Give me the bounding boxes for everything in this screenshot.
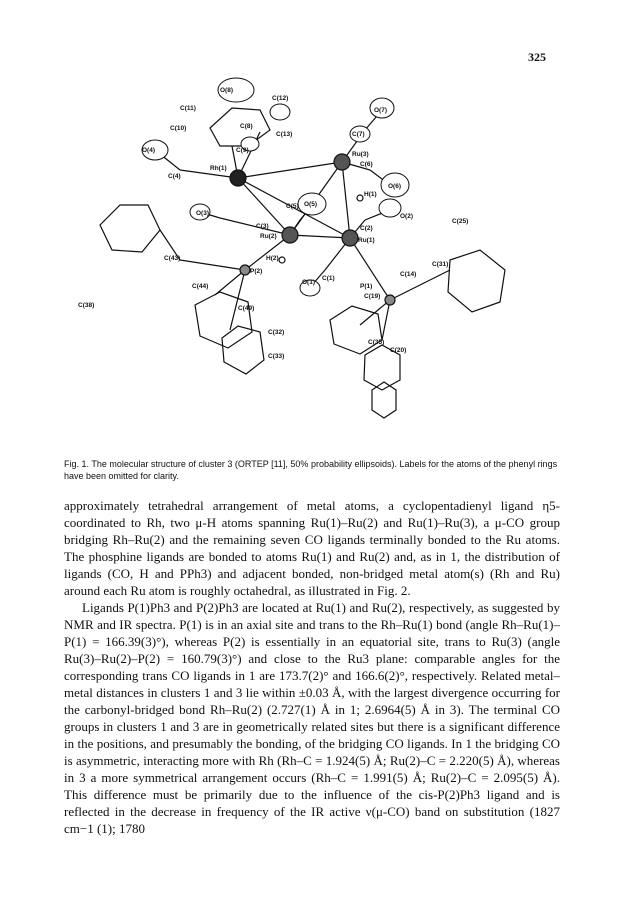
atom-label: C(10) (170, 125, 187, 132)
atom-label: O(5) (304, 201, 317, 208)
figure-caption: Fig. 1. The molecular structure of cluster 3 (ORTEP [11], 50% probability ellipsoids). Labels for the atoms of the phenyl rings have been omitted for clarity. (64, 459, 558, 481)
atom-label: C(3) (256, 223, 269, 230)
atom-label: C(20) (390, 347, 407, 354)
atom-label: C(25) (452, 218, 469, 225)
atom-label: C(5) (286, 203, 299, 210)
ortep-diagram (60, 70, 560, 450)
atom-label: P(2) (250, 268, 263, 275)
atom-label: O(4) (142, 147, 155, 154)
atom-label: C(11) (180, 105, 196, 112)
atom-label: C(31) (432, 261, 449, 268)
atom-label: Ru(2) (260, 233, 277, 240)
atom-label: O(1) (302, 279, 315, 286)
atom-label: C(14) (400, 271, 417, 278)
body-text (64, 497, 560, 837)
atom-label: C(9) (236, 147, 249, 154)
molecular-structure-figure (60, 70, 560, 450)
atom-label: O(7) (374, 107, 387, 114)
paragraph: Ligands P(1)Ph3 and P(2)Ph3 are located at Ru(1) and Ru(2), respectively, as suggested by NMR and IR spectra. P(1) is in an axial site and trans to the Rh–Ru(1) bond (angle Rh–Ru(1)–P(1) = 166.39(3)°), whereas P(2) is essentially in an equatorial site, trans to Ru(3) (angle Ru(3)–Ru(2)–P(2) = 160.79(3)°) and close to the Ru3 plane: comparable angles for the corresponding trans CO ligands in 1 are 173.7(2)° and 166.6(2)°, respectively. Related metal–metal distances in clusters 1 and 3 lie within ±0.03 Å, with the largest divergence occurring for the carbonyl-bridged bond Rh–Ru(2) (2.727(1) Å in 1; 2.6964(5) Å in 3). The terminal CO groups in clusters 1 and 3 are in geometrically related sites but there is a significant difference in the positions, and presumably the bonding, of the bridging CO ligands. In 1 the bridging CO is asymmetric, interacting more with Rh (Rh–C = 1.924(5) Å; Ru(2)–C = 2.220(5) Å), whereas in 3 a more symmetrical arrangement occurs (Rh–C = 1.991(5) Å; Ru(2)–C = 2.095(5) Å). This difference must be primarily due to the influence of the cis-P(2)Ph3 ligand and is reflected in the decrease in frequency of the IR active ν(μ-CO) band on substitution (1827 cm−1 (1); 1780 (64, 600, 560, 836)
atom-label: C(4) (168, 173, 181, 180)
atom-label: Ru(3) (352, 151, 369, 158)
page-number: 325 (528, 50, 546, 64)
atom-label: C(13) (276, 131, 293, 138)
atom-label: C(32) (268, 329, 285, 336)
atom-label: C(7) (352, 131, 365, 138)
atom-label: C(1) (322, 275, 335, 282)
atom-label: C(43) (164, 255, 181, 262)
atom-label: C(49) (238, 305, 255, 312)
paragraph: approximately tetrahedral arrangement of metal atoms, a cyclopentadienyl ligand η5-coordinated to Rh, two μ-H atoms spanning Ru(1)–Ru(2) and Ru(1)–Ru(3), a μ-CO group bridging Rh–Ru(2) and the remaining seven CO ligands terminally bonded to the Ru atoms. The phosphine ligands are bonded to atoms Ru(1) and Ru(2) and, as in 1, the distribution of ligands (CO, H and PPh3) and adjacent bonded, non-bridged metal atom(s) (Rh and Ru) around each Ru atom is roughly octahedral, as illustrated in Fig. 2. (64, 498, 560, 598)
atom-label: Ru(1) (358, 237, 375, 244)
atom-label: C(33) (268, 353, 285, 360)
atom-label: C(44) (192, 283, 209, 290)
atom-label: P(1) (360, 283, 373, 290)
atom-label: C(19) (364, 293, 381, 300)
atom-label: C(6) (360, 161, 373, 168)
atom-label: C(8) (240, 123, 253, 130)
atom-label: H(2) (266, 255, 279, 262)
atom-label: O(8) (220, 87, 233, 94)
atom-label: C(35) (368, 339, 385, 346)
atom-label: O(2) (400, 213, 413, 220)
atom-label: Rh(1) (210, 165, 227, 172)
atom-label: C(12) (272, 95, 289, 102)
atom-label: C(38) (78, 302, 95, 309)
atom-label: H(1) (364, 191, 377, 198)
atom-label: O(3) (196, 210, 209, 217)
atom-label: O(6) (388, 183, 401, 190)
atom-label: C(2) (360, 225, 373, 232)
